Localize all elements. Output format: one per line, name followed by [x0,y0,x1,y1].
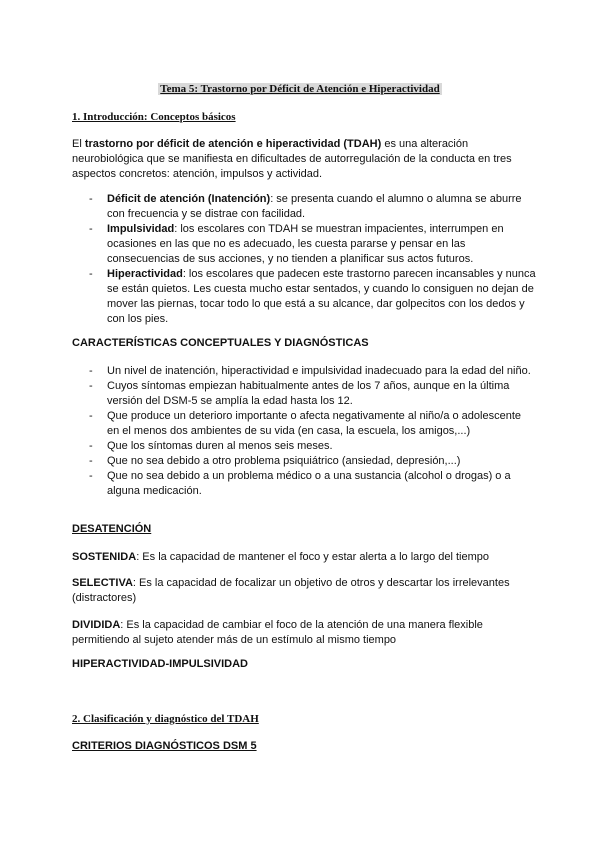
dash-bullet: - [89,470,93,482]
dividida-text: : Es la capacidad de cambiar el foco de la atención de una manera flexible permitiendo al sujeto atender más de un estímulo al mismo tiempo [72,619,483,646]
section-1-heading: 1. Introducción: Conceptos básicos [72,111,236,123]
item-term: Déficit de atención (Inatención) [107,193,271,205]
dash-bullet: - [89,440,93,452]
list-item [72,364,536,379]
intro-post: es una alteración neurobiológica que se manifiesta en dificultades de autorregulación de la conducta en tres aspectos concretos: atención, impulsos y actividad. [72,138,512,180]
selectiva-paragraph [72,576,536,606]
selectiva-term: SELECTIVA [72,577,133,589]
intro-paragraph [72,137,536,182]
dash-bullet: - [89,223,93,235]
caracteristicas-list [72,364,536,499]
item-text: Que los síntomas duren al menos seis meses. [107,440,333,452]
dash-bullet: - [89,455,93,467]
item-term: Impulsividad [107,223,175,235]
list-item [72,267,536,327]
list-item [72,454,536,469]
list-item [72,222,536,267]
list-item [72,439,536,454]
list-item [72,192,536,222]
document-title-text: Tema 5: Trastorno por Déficit de Atención e Hiperactividad [160,83,440,95]
dash-bullet: - [89,193,93,205]
item-text: Que no sea debido a otro problema psiquiátrico (ansiedad, depresión,...) [107,455,461,467]
list-item [72,379,536,409]
intro-pre: El [72,138,85,150]
dividida-paragraph [72,618,536,648]
document-title [0,83,600,95]
item-text: Un nivel de inatención, hiperactividad e impulsividad inadecuado para la edad del niño. [107,365,531,377]
dividida-term: DIVIDIDA [72,619,121,631]
list-item [72,409,536,439]
item-term: Hiperactividad [107,268,183,280]
selectiva-text: : Es la capacidad de focalizar un objetivo de otros y descartar los irrelevantes (distractores) [72,577,510,604]
dash-bullet: - [89,410,93,422]
item-text: : los escolares con TDAH se muestran impacientes, interrumpen en ocasiones en las que no es adecuado, les cuesta pararse y pensar en las consecuencias de sus acciones, y no tienden a planificar sus actos futuros. [107,223,504,265]
dash-bullet: - [89,365,93,377]
hiperactividad-heading: HIPERACTIVIDAD-IMPULSIVIDAD [72,658,249,670]
intro-bold: trastorno por déficit de atención e hiperactividad (TDAH) [84,138,382,150]
dash-bullet: - [89,268,93,280]
item-text: : los escolares que padecen este trastorno parecen incansables y nunca se están quietos. Les cuesta mucho estar sentados, y cuando lo consiguen no dejan de mover las piernas, tocar todo lo que está a su alcance, dar golpecitos con los dedos y con los pies. [107,268,536,325]
desatencion-heading: DESATENCIÓN [72,523,152,535]
list-item [72,469,536,499]
caracteristicas-heading: CARACTERÍSTICAS CONCEPTUALES Y DIAGNÓSTICAS [72,337,369,349]
dash-bullet: - [89,380,93,392]
section-2-heading: 2. Clasificación y diagnóstico del TDAH [72,713,259,725]
criterios-heading: CRITERIOS DIAGNÓSTICOS DSM 5 [72,740,257,752]
concepts-list [72,192,536,327]
item-text: : se presenta cuando el alumno o alumna se aburre con frecuencia y se distrae con facilidad. [107,193,522,220]
sostenida-term: SOSTENIDA [72,551,137,563]
item-text: Que produce un deterioro importante o afecta negativamente al niño/a o adolescente en el menos dos ambientes de su vida (en casa, la escuela, los amigos,...) [107,410,521,437]
sostenida-paragraph [72,550,536,565]
sostenida-text: : Es la capacidad de mantener el foco y estar alerta a lo largo del tiempo [136,551,489,563]
item-text: Cuyos síntomas empiezan habitualmente antes de los 7 años, aunque en la última versión del DSM-5 se amplía la edad hasta los 12. [107,380,510,407]
item-text: Que no sea debido a un problema médico o a una sustancia (alcohol o drogas) o a alguna medicación. [107,470,511,497]
